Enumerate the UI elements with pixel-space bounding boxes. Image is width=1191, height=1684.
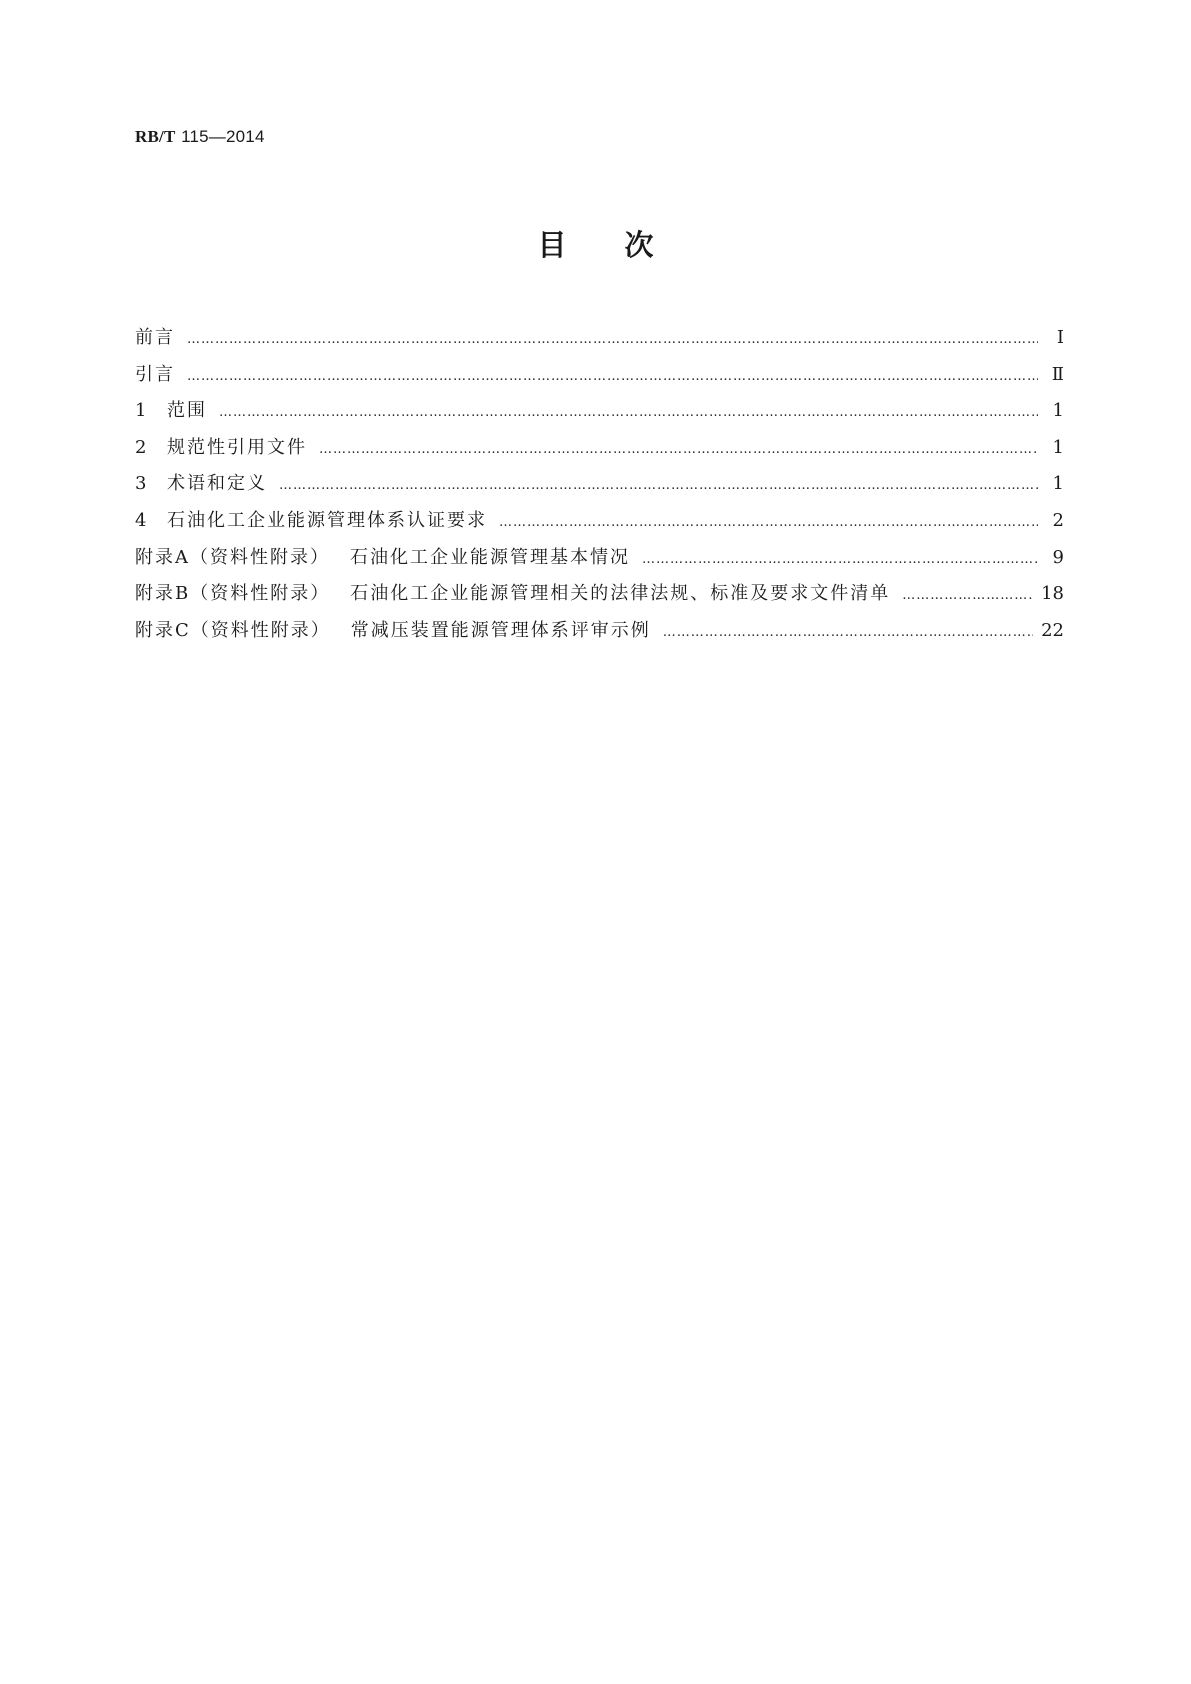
toc-entry-annex-b[interactable] bbox=[135, 582, 1064, 619]
dot-leader bbox=[279, 474, 1038, 498]
dot-leader bbox=[902, 584, 1033, 608]
dot-leader bbox=[319, 438, 1038, 462]
toc-entry-number: 2 bbox=[135, 436, 147, 458]
toc-entry-page: 1 bbox=[1052, 436, 1064, 458]
toc-entry-certification-requirements[interactable] bbox=[135, 509, 1064, 546]
dot-leader bbox=[187, 328, 1038, 352]
toc-entry-page: Ⅰ bbox=[1056, 327, 1064, 348]
dot-leader bbox=[187, 365, 1038, 389]
toc-entry-title bbox=[135, 582, 890, 606]
toc-entry-title: 范围 bbox=[167, 400, 207, 422]
toc-entry-normative-references[interactable] bbox=[135, 436, 1064, 473]
standard-code bbox=[135, 127, 265, 147]
annex-subtitle: 石油化工企业能源管理基本情况 bbox=[350, 546, 630, 568]
dot-leader bbox=[219, 401, 1038, 425]
toc-entry-introduction[interactable] bbox=[135, 363, 1064, 400]
toc-entry-scope[interactable] bbox=[135, 399, 1064, 436]
toc-entry-title bbox=[135, 546, 630, 570]
dot-leader bbox=[499, 511, 1038, 535]
table-of-contents bbox=[135, 326, 1064, 655]
toc-entry-number: 1 bbox=[135, 400, 147, 422]
page-title: 目次 bbox=[537, 228, 712, 262]
toc-entry-page: 9 bbox=[1052, 546, 1064, 568]
annex-subtitle: 石油化工企业能源管理相关的法律法规、标准及要求文件清单 bbox=[350, 583, 891, 605]
annex-label: 附录C（资料性附录） bbox=[135, 619, 331, 641]
toc-entry-page: 2 bbox=[1052, 509, 1064, 531]
toc-entry-foreword[interactable] bbox=[135, 326, 1064, 363]
annex-label: 附录A（资料性附录） bbox=[135, 546, 330, 568]
toc-entry-title: 前言 bbox=[135, 327, 175, 348]
annex-subtitle: 常减压装置能源管理体系评审示例 bbox=[350, 619, 651, 641]
toc-entry-page: 22 bbox=[1041, 619, 1064, 641]
toc-entry-annex-c[interactable] bbox=[135, 619, 1064, 656]
standard-prefix: RB/T bbox=[135, 127, 176, 146]
toc-entry-title: 石油化工企业能源管理体系认证要求 bbox=[167, 509, 487, 531]
toc-entry-page: Ⅱ bbox=[1051, 363, 1064, 385]
dot-leader bbox=[642, 548, 1038, 572]
toc-entry-terms-definitions[interactable] bbox=[135, 472, 1064, 509]
standard-number: 115—2014 bbox=[181, 127, 265, 146]
toc-entry-annex-a[interactable] bbox=[135, 546, 1064, 583]
dot-leader bbox=[663, 621, 1033, 645]
toc-entry-title: 规范性引用文件 bbox=[167, 436, 307, 458]
toc-entry-page: 1 bbox=[1052, 473, 1064, 495]
toc-entry-number: 3 bbox=[135, 473, 147, 495]
toc-entry-number: 4 bbox=[135, 509, 147, 531]
toc-entry-page: 1 bbox=[1052, 400, 1064, 422]
toc-entry-page: 18 bbox=[1041, 583, 1064, 605]
toc-entry-title: 术语和定义 bbox=[167, 473, 267, 495]
toc-entry-title bbox=[135, 619, 651, 643]
toc-entry-title: 引言 bbox=[135, 363, 175, 385]
annex-label: 附录B（资料性附录） bbox=[135, 583, 331, 605]
